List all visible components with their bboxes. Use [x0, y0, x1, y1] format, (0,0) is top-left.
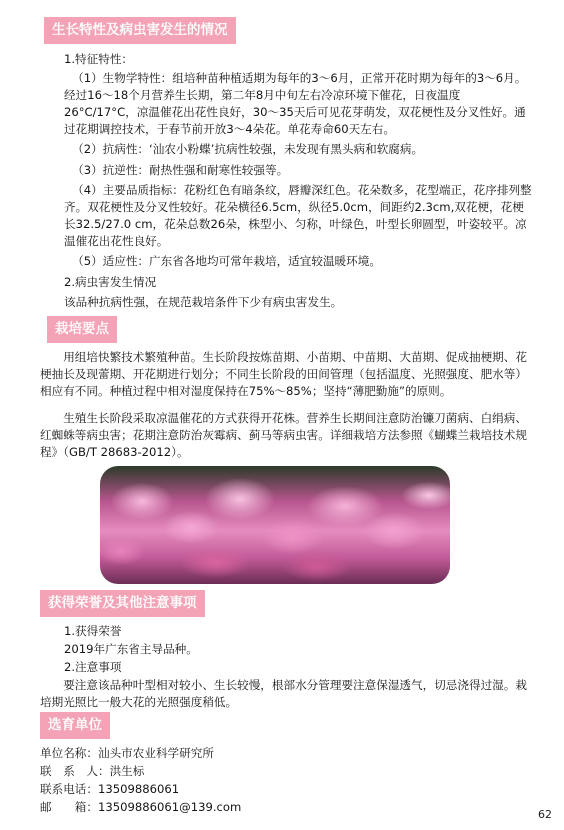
honors-heading-2: 2.注意事项 [64, 660, 122, 674]
cultivation-paragraph-2: 生殖生长阶段采取凉温催花的方式获得开花株。营养生长期间注意防治镰刀菌病、白绢病、红蜘蛛等病虫害；花期注意防治灰霉病、蓟马等病虫害。详细栽培方法参照《蝴蝶兰栽培技术规程》（GB/T 28683-2012）。 [40, 411, 527, 459]
feature-stress: （3）抗逆性：耐热性强和耐寒性较强等。 [72, 163, 289, 177]
orchid-photo [100, 466, 450, 584]
cultivation-paragraph-1: 用组培快繁技术繁殖种苗。生长阶段按炼苗期、小苗期、中苗期、大苗期、促成抽梗期、花梗抽长及现蕾期、开花期进行划分；不同生长阶段的田间管理（包括温度、光照强度、肥水等）相应有不同。种植过程中相对湿度保持在75%～85%；坚持“薄肥勤施”的原则。 [40, 350, 527, 398]
page-number: 62 [538, 808, 552, 821]
feature-bio: （1）生物学特性：组培种苗种植适期为每年的3～6月，正常开花时期为每年的3～6月。经过16～18个月营养生长期，第二年8月中旬左右冷凉环境下催花，日夜温度26°C/17°C，凉温催花出花性良好，30～35天后可见花芽萌发，双花梗性及分叉性好。通过花期调控技术，于春节前开放3～4朵花。单花寿命60天左右。 [64, 71, 527, 136]
honors-text-2: 要注意该品种叶型相对较小、生长较慢，根部水分管理要注意保湿透气，切忌浇得过湿。栽培期光照比一般大花的光照强度稍低。 [40, 678, 527, 709]
section-header-growth: 生长特性及病虫害发生的情况 [44, 17, 236, 44]
unit-email: 邮 箱：13509886061@139.com [40, 800, 242, 814]
features-heading: 1.特征特性： [64, 52, 134, 66]
unit-name: 单位名称：汕头市农业科学研究所 [40, 746, 214, 760]
feature-adapt: （5）适应性：广东省各地均可常年栽培，适宜较温暖环境。 [72, 254, 381, 268]
section-header-cultivation: 栽培要点 [47, 316, 117, 343]
unit-phone: 联系电话：13509886061 [40, 782, 180, 796]
pest-text: 该品种抗病性强，在规范栽培条件下少有病虫害发生。 [64, 295, 343, 309]
feature-quality: （4）主要品质指标：花粉红色有暗条纹，唇瓣深红色。花朵数多，花型端正，花序排列整齐。双花梗性及分叉性较好。花朵横径6.5cm，纵径5.0cm，间距约2.3cm,双花梗，花梗长32.5/27.0 cm，花朵总数26朵，株型小、匀称，叶绿色，叶型长卵圆型，叶姿较平。凉温催花出花性良好。 [64, 183, 532, 248]
section-header-honors: 获得荣誉及其他注意事项 [40, 590, 205, 617]
honors-heading-1: 1.获得荣誉 [64, 624, 122, 638]
honors-text-1: 2019年广东省主导品种。 [64, 642, 198, 656]
pest-heading: 2.病虫害发生情况 [64, 275, 157, 289]
feature-disease: （2）抗病性：‘汕农小粉蝶’抗病性较强，未发现有黑头病和软腐病。 [72, 142, 424, 156]
unit-contact: 联 系 人：洪生标 [40, 764, 145, 778]
section-header-unit: 选育单位 [40, 712, 110, 739]
